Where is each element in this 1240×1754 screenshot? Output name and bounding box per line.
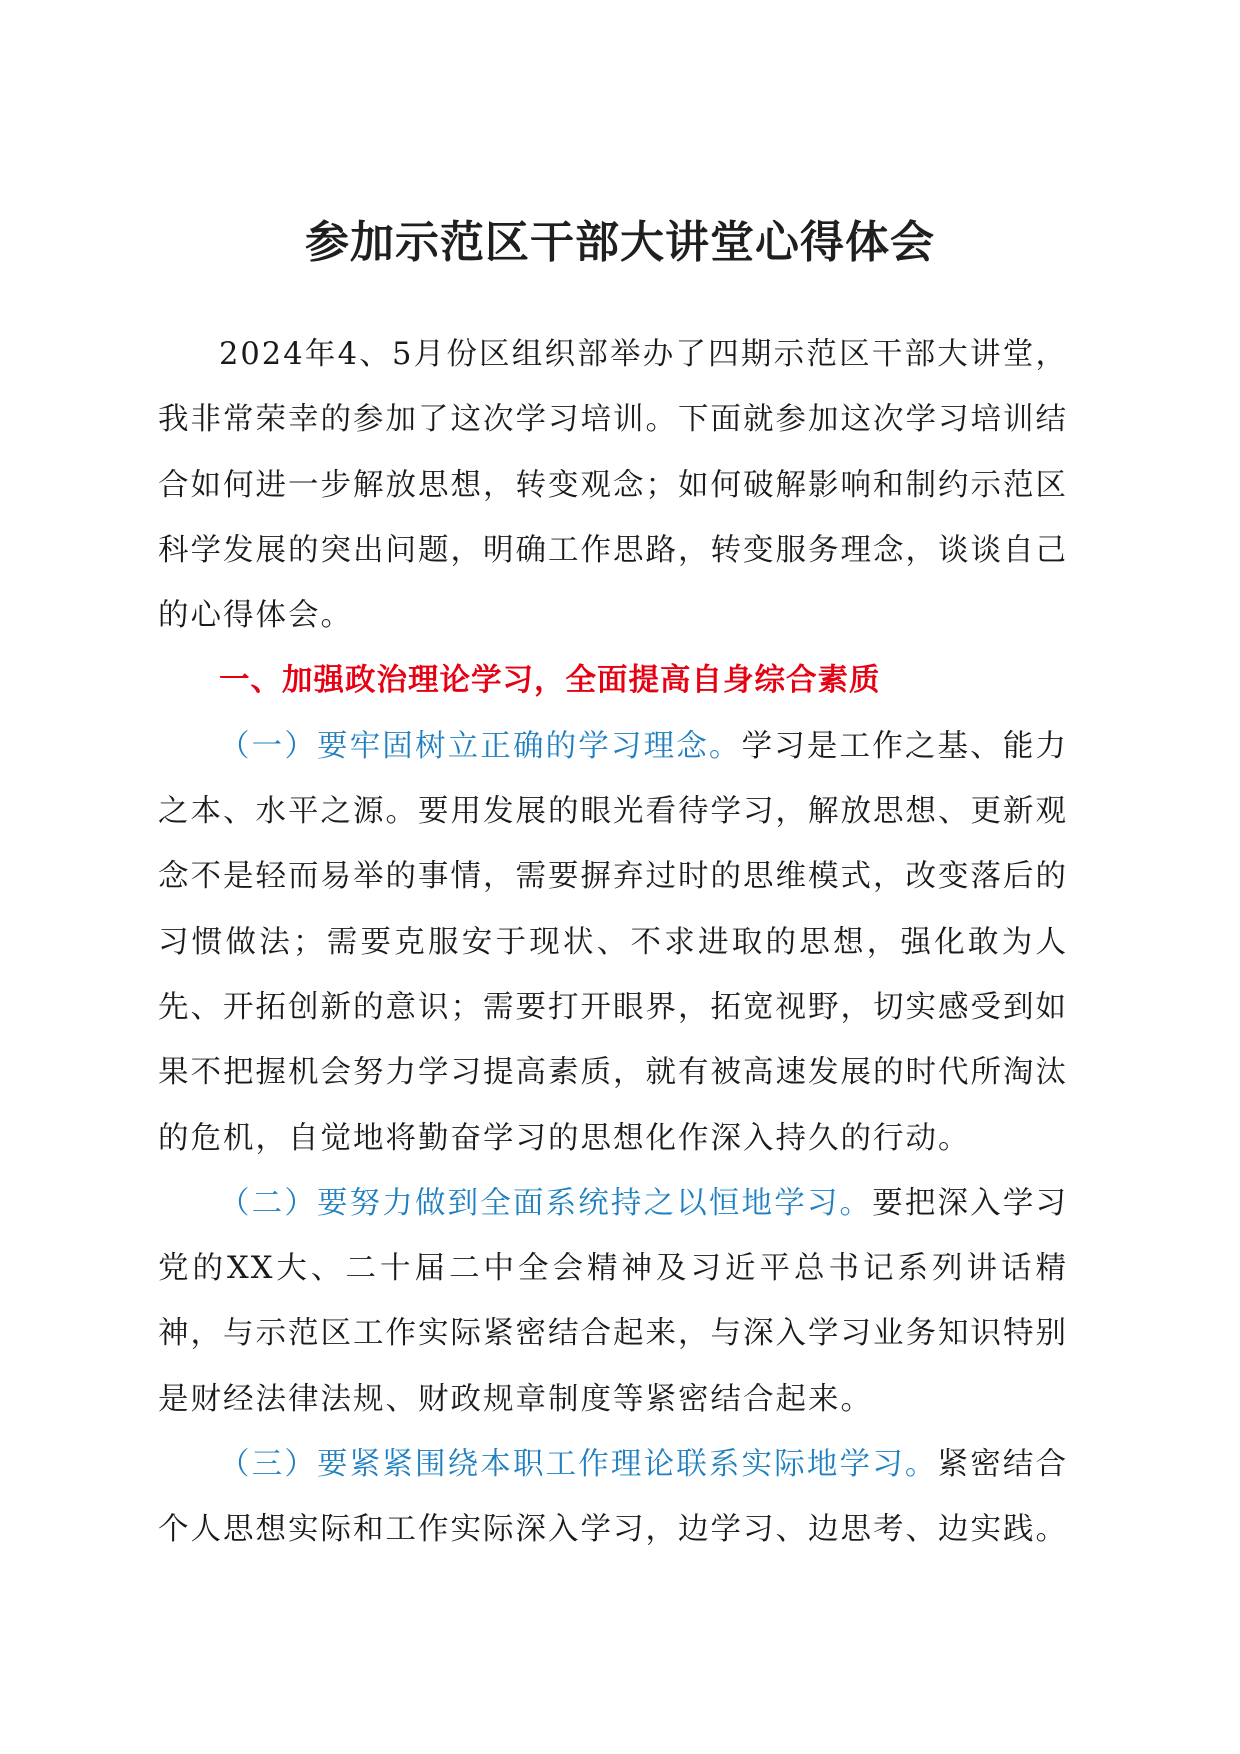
subheading-2: （二）要努力做到全面系统持之以恒地学习。	[219, 1185, 873, 1221]
document-body	[158, 322, 1068, 1563]
paragraph-2-text: 要把深入学习党的XX大、二十届二中全会精神及习近平总书记系列讲话精神，与示范区工作实际紧密结合起来，与深入学习业务知识特别是财经法律法规、财政规章制度等紧密结合起来。	[158, 1185, 1069, 1417]
section-heading: 一、加强政治理论学习，全面提高自身综合素质	[219, 663, 881, 699]
subheading-1: （一）要牢固树立正确的学习理念。	[219, 728, 742, 764]
paragraph-1-text: 学习是工作之基、能力之本、水平之源。要用发展的眼光看待学习，解放思想、更新观念不是轻而易举的事情，需要摒弃过时的思维模式，改变落后的习惯做法；需要克服安于现状、不求进取的思想，强化敢为人先、开拓创新的意识；需要打开眼界，拓宽视野，切实感受到如果不把握机会努力学习提高素质，就有被高速发展的时代所淘汰的危机，自觉地将勤奋学习的思想化作深入持久的行动。	[158, 728, 1069, 1156]
document-title: 参加示范区干部大讲堂心得体会	[305, 217, 935, 268]
subheading-3: （三）要紧紧围绕本职工作理论联系实际地学习。	[219, 1447, 938, 1483]
section-paragraph-2	[158, 1171, 1068, 1432]
section-paragraph-1	[158, 714, 1068, 1171]
section-paragraph-3	[158, 1432, 1068, 1563]
paragraph-3-text: 紧密结合个人思想实际和工作实际深入学习，边学习、边思考、边实践。	[158, 1447, 1069, 1548]
intro-paragraph: 2024年4、5月份区组织部举办了四期示范区干部大讲堂，我非常荣幸的参加了这次学习培训。下面就参加这次学习培训结合如何进一步解放思想，转变观念；如何破解影响和制约示范区科学发展的突出问题，明确工作思路，转变服务理念，谈谈自己的心得体会。	[158, 337, 1068, 634]
